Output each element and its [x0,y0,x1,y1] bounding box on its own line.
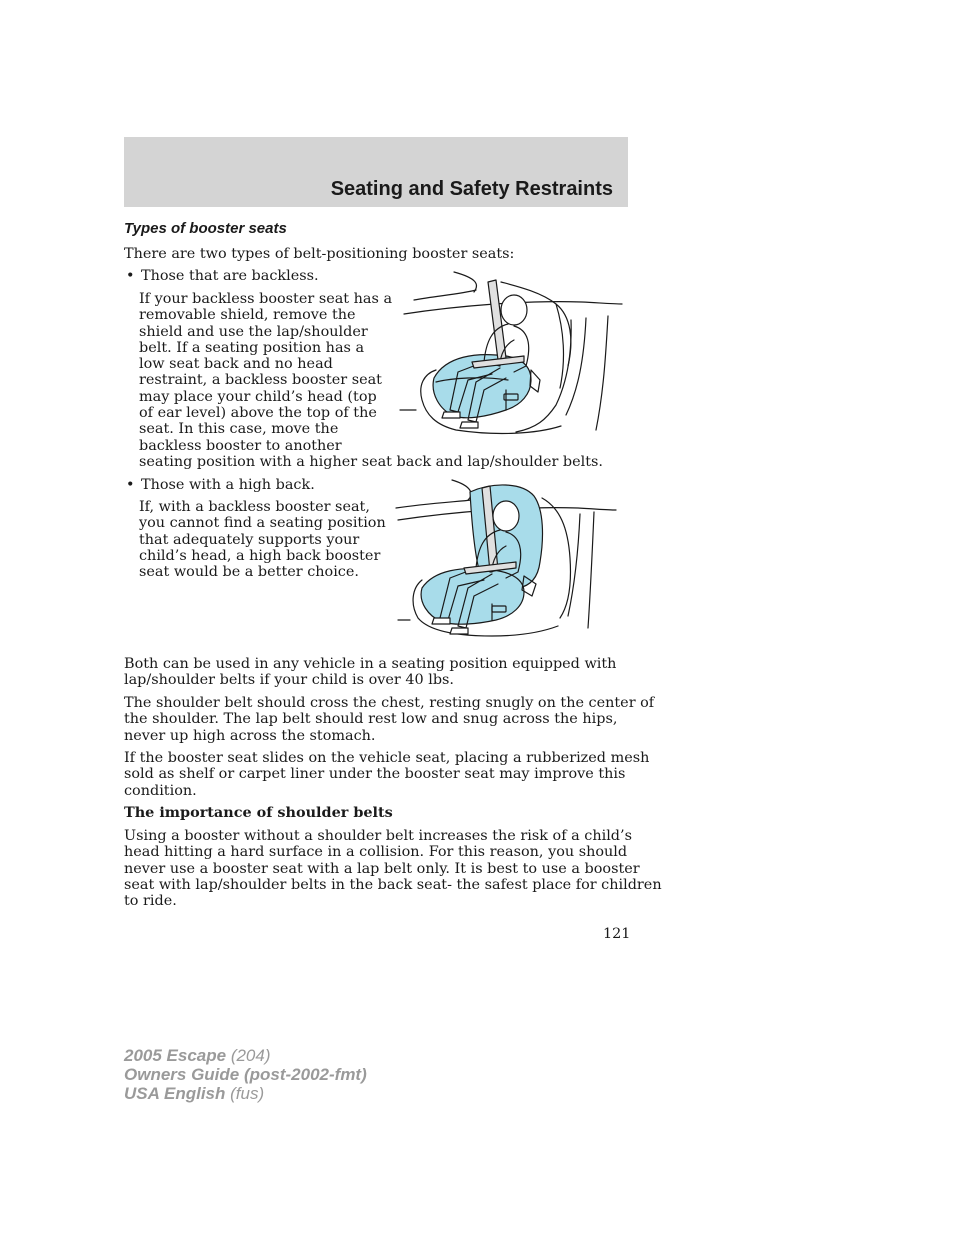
bullet-2-label: Those with a high back. [141,477,315,493]
paragraph-vehicle-compat [124,656,616,689]
text-line: lap/shoulder belts if your child is over 40 lbs. [124,672,455,689]
text-line: removable shield, remove the [139,307,356,324]
text-line: shield and use the lap/shoulder [139,323,368,340]
section-heading: Types of booster seats [124,220,287,237]
text-line: may place your child’s head (top [139,388,377,405]
footer-line-3 [124,1084,367,1103]
text-line: never up high across the stomach. [124,727,376,744]
text-line: you cannot find a seating position [139,515,386,532]
header-band [124,137,628,207]
subheading-shoulder-belts: The importance of shoulder belts [124,804,393,821]
text-line: seat. In this case, move the [139,421,339,438]
text-line: belt. If a seating position has a [139,339,365,356]
text-line: sold as shelf or carpet liner under the booster seat may improve this [124,766,626,783]
footer-language-code: (fus) [225,1084,265,1103]
text-line: Using a booster without a shoulder belt increases the risk of a child’s [124,828,632,844]
text-line: low seat back and no head [139,356,333,373]
text-line: to ride. [124,893,177,910]
footer-model: 2005 Escape [124,1046,227,1065]
text-line: seating position with a higher seat back and lap/shoulder belts. [139,453,603,470]
page-number: 121 [603,926,631,942]
text-line: Both can be used in any vehicle in a seating position equipped with [124,656,617,672]
backless-booster-illustration [396,270,626,436]
footer-line-2 [124,1065,367,1084]
text-line: If the booster seat slides on the vehicle seat, placing a rubberized mesh [124,750,650,766]
footer-model-code: (204) [226,1046,271,1065]
text-line: the shoulder. The lap belt should rest low and snug across the hips, [124,711,618,728]
text-line: If, with a backless booster seat, [139,499,370,515]
text-line: child’s head, a high back booster [139,547,381,564]
paragraph-belt-position [124,695,654,744]
bullet-marker: • [126,477,135,493]
text-line: If your backless booster seat has a [139,291,393,307]
text-line: seat would be a better choice. [139,564,359,581]
text-line: of ear level) above the top of the [139,405,377,422]
footer-language: USA English [124,1084,226,1103]
bullet-2-body [139,499,386,580]
high-back-booster-illustration [392,478,618,640]
document-footer [124,1046,367,1103]
text-line: condition. [124,782,197,799]
page-section-title: Seating and Safety Restraints [330,178,613,200]
text-line: The shoulder belt should cross the chest, resting snugly on the center of [124,695,655,711]
paragraph-shoulder-belts [124,828,662,909]
text-line: seat with lap/shoulder belts in the back seat- the safest place for children [124,876,662,893]
footer-line-1 [124,1046,367,1065]
text-line: that adequately supports your [139,531,360,548]
paragraph-sliding [124,750,649,799]
footer-guide: Owners Guide (post-2002-fmt) [124,1065,367,1084]
bullet-marker: • [126,268,135,284]
text-line: head hitting a hard surface in a collision. For this reason, you should [124,844,628,861]
bullet-1-label: Those that are backless. [141,268,319,284]
text-line: never use a booster seat with a lap belt only. It is best to use a booster [124,860,640,877]
text-line: backless booster to another [139,437,342,454]
intro-text: There are two types of belt-positioning booster seats: [124,246,515,262]
text-line: restraint, a backless booster seat [139,372,382,389]
